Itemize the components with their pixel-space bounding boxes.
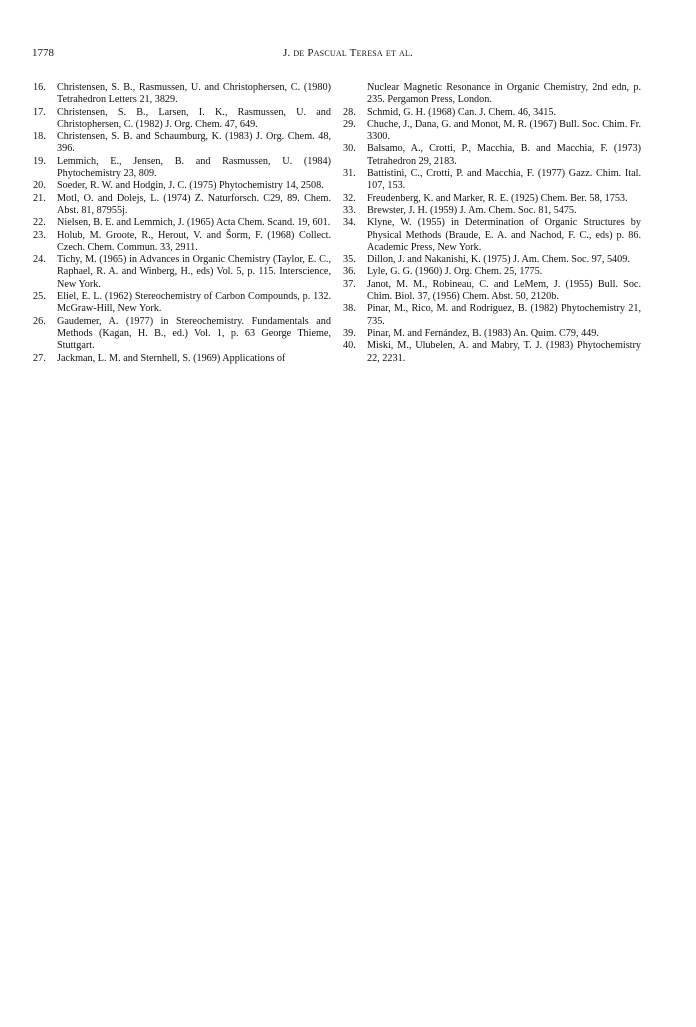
- reference-item: [33, 316, 331, 353]
- reference-text: Nielsen, B. E. and Lemmich, J. (1965) Acta Chem. Scand. 19, 601.: [57, 217, 331, 229]
- reference-number: 23.: [33, 229, 46, 241]
- reference-number: 32.: [343, 192, 356, 204]
- reference-text: Dillon, J. and Nakanishi, K. (1975) J. Am. Chem. Soc. 97, 5409.: [367, 254, 630, 266]
- references-right-column: [343, 82, 641, 365]
- reference-text: Tichy, M. (1965) in Advances in Organic Chemistry (Taylor, E. C., Raphael, R. A. and Winberg, H., eds) Vol. 5, p. 115. Interscience, New York.: [57, 254, 331, 290]
- reference-number: 38.: [343, 303, 356, 315]
- reference-number: 25.: [33, 291, 46, 303]
- reference-item: [33, 107, 331, 132]
- reference-number: 34.: [343, 217, 356, 229]
- reference-text: Balsamo, A., Crotti, P., Macchia, B. and Macchia, F. (1973) Tetrahedron 29, 2183.: [367, 143, 641, 167]
- reference-item: [343, 193, 641, 205]
- reference-number: 28.: [343, 106, 356, 118]
- reference-item: [343, 328, 641, 340]
- reference-text: Motl, O. and Dolejs, L. (1974) Z. Naturforsch. C29, 89. Chem. Abst. 81, 87955j.: [57, 192, 331, 216]
- running-head: J. de Pascual Teresa et al.: [282, 47, 413, 59]
- reference-item: [33, 82, 331, 107]
- reference-item: [343, 279, 641, 304]
- reference-text: Pinar, M., Rico, M. and Rodríguez, B. (1982) Phytochemistry 21, 735.: [367, 303, 641, 327]
- reference-item: [33, 353, 331, 365]
- reference-number: 19.: [33, 155, 46, 167]
- reference-number: 31.: [343, 168, 356, 180]
- reference-text: Battistini, C., Crotti, P. and Macchia, F. (1977) Gazz. Chim. Ital. 107, 153.: [367, 168, 641, 192]
- reference-item: [343, 143, 641, 168]
- reference-number: 33.: [343, 204, 356, 216]
- reference-number: 24.: [33, 254, 46, 266]
- reference-continuation: Nuclear Magnetic Resonance in Organic Chemistry, 2nd edn, p. 235. Pergamon Press, London.: [367, 82, 641, 106]
- reference-text: Pinar, M. and Fernández, B. (1983) An. Quim. C79, 449.: [367, 327, 599, 339]
- reference-item: [343, 217, 641, 254]
- reference-text: Eliel, E. L. (1962) Stereochemistry of Carbon Compounds, p. 132. McGraw-Hill, New York.: [57, 291, 331, 315]
- reference-number: 40.: [343, 340, 356, 352]
- reference-number: 20.: [33, 180, 46, 192]
- reference-text: Janot, M. M., Robineau, C. and LeMem, J. (1955) Bull. Soc. Chim. Biol. 37, (1956) Chem. Abst. 50, 2120b.: [367, 278, 641, 303]
- reference-item: [343, 205, 641, 217]
- reference-number: 35.: [343, 254, 356, 266]
- reference-text: Holub, M. Groote, R., Herout, V. and Šorm, F. (1968) Collect. Czech. Chem. Commun. 33, 2911.: [57, 229, 331, 253]
- reference-text: Gaudemer, A. (1977) in Stereochemistry. Fundamentals and Methods (Kagan, H. B., ed.) Vol. 1, p. 63 George Thieme, Stuttgart.: [57, 315, 331, 352]
- reference-text: Brewster, J. H. (1959) J. Am. Chem. Soc. 81, 5475.: [367, 204, 577, 216]
- page-number: 1778: [32, 47, 54, 59]
- reference-item: [343, 340, 641, 365]
- reference-item: [343, 254, 641, 266]
- reference-item: [33, 131, 331, 156]
- reference-text: Schmid, G. H. (1968) Can. J. Chem. 46, 3415.: [367, 106, 557, 118]
- reference-text: Soeder, R. W. and Hodgin, J. C. (1975) Phytochemistry 14, 2508.: [57, 180, 324, 192]
- reference-item: [343, 107, 641, 119]
- reference-number: 26.: [33, 315, 46, 327]
- reference-text: Lemmich, E., Jensen, B. and Rasmussen, U. (1984) Phytochemistry 23, 809.: [57, 155, 331, 180]
- reference-number: 22.: [33, 217, 46, 229]
- reference-text: Miski, M., Ulubelen, A. and Mabry, T. J. (1983) Phytochemistry 22, 2231.: [367, 340, 641, 364]
- reference-number: 30.: [343, 143, 356, 155]
- reference-item: [33, 156, 331, 181]
- reference-item: [33, 217, 331, 229]
- reference-item: [33, 180, 331, 192]
- page-header: [32, 47, 664, 63]
- reference-item: [343, 168, 641, 193]
- reference-number: 29.: [343, 118, 356, 130]
- reference-text: Chuche, J., Dana, G. and Monot, M. R. (1967) Bull. Soc. Chim. Fr. 3300.: [367, 118, 641, 143]
- reference-number: 21.: [33, 192, 46, 204]
- reference-text: Lyle, G. G. (1960) J. Org. Chem. 25, 1775.: [367, 266, 543, 278]
- reference-text: Jackman, L. M. and Sternhell, S. (1969) Applications of: [57, 352, 286, 364]
- references-right-list: [343, 107, 641, 365]
- reference-number: 36.: [343, 266, 356, 278]
- reference-item: [33, 291, 331, 316]
- reference-item: [33, 193, 331, 218]
- reference-text: Freudenberg, K. and Marker, R. E. (1925) Chem. Ber. 58, 1753.: [367, 192, 628, 204]
- reference-item: [343, 266, 641, 278]
- reference-number: 39.: [343, 327, 356, 339]
- reference-number: 17.: [33, 106, 46, 118]
- references-left-column: [33, 82, 331, 365]
- reference-number: 18.: [33, 131, 46, 143]
- reference-number: 16.: [33, 82, 46, 93]
- reference-number: 27.: [33, 352, 46, 364]
- reference-text: Christensen, S. B., Rasmussen, U. and Christophersen, C. (1980) Tetrahedron Letters 21, 3829.: [57, 82, 331, 106]
- reference-item: [343, 119, 641, 144]
- reference-text: Christensen, S. B. and Schaumburg, K. (1983) J. Org. Chem. 48, 396.: [57, 131, 331, 155]
- reference-text: Klyne, W. (1955) in Determination of Organic Structures by Physical Methods (Braude, E. A. and Nachod, F. C., eds) p. 86. Academic Press, New York.: [367, 217, 641, 253]
- reference-item: [343, 303, 641, 328]
- reference-item: [33, 230, 331, 255]
- reference-text: Christensen, S. B., Larsen, I. K., Rasmussen, U. and Christophersen, C. (1982) J. Org. Chem. 47, 649.: [57, 106, 331, 130]
- reference-number: 37.: [343, 278, 356, 290]
- reference-item: [33, 254, 331, 291]
